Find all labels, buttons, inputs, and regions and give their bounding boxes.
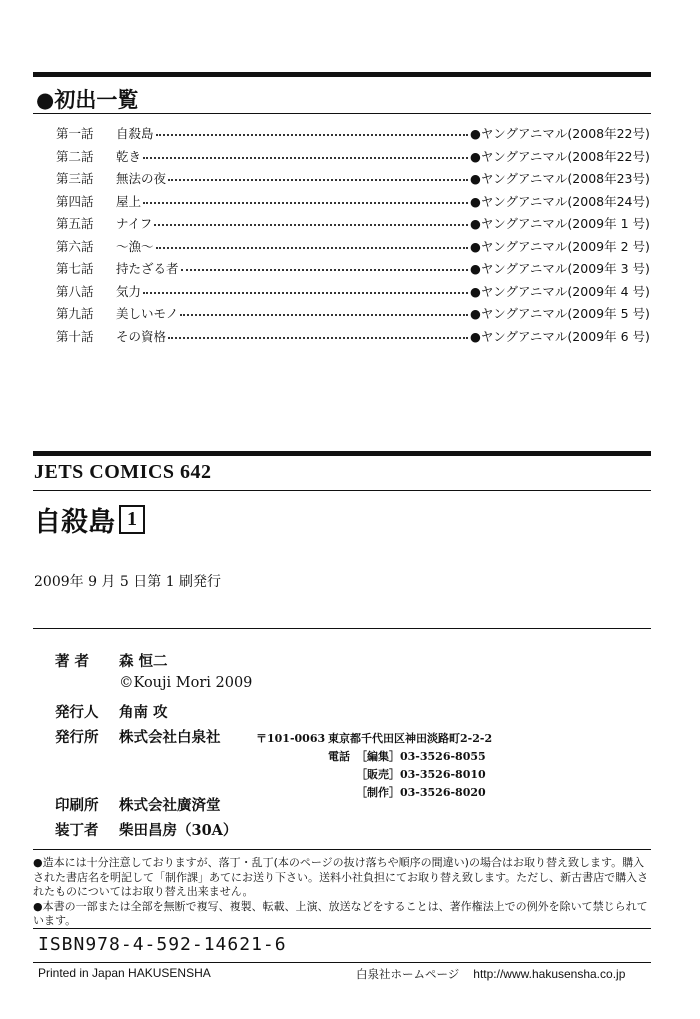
book-title — [34, 500, 145, 539]
designer-line — [55, 819, 237, 840]
phone-production — [356, 784, 486, 800]
author-label: 著 者 — [55, 653, 90, 670]
chapter-number: 第二話 — [56, 148, 94, 164]
isbn: ISBN978-4-592-14621-6 — [38, 934, 287, 955]
leader-dots — [180, 314, 468, 316]
colophon-rule-thin — [33, 490, 651, 491]
chapter-title: 気力 — [116, 283, 142, 299]
first-appearance-heading: ●初出一覧 — [36, 88, 139, 112]
chapter-list — [56, 122, 656, 347]
chapter-title: その資格 — [116, 328, 167, 344]
chapter-row — [56, 325, 656, 348]
chapter-source: ●ヤングアニマル(2008年22号) — [470, 126, 650, 142]
notice-copyright: ●本書の一部または全部を無断で複写、複製、転載、上演、放送などをすることは、著作権法上での例外を除いて禁じられています。 — [33, 899, 648, 927]
chapter-title: 無法の夜 — [116, 171, 167, 187]
notice-rule — [33, 849, 651, 850]
homepage — [356, 966, 625, 982]
chapter-source: ●ヤングアニマル(2009年 6 号) — [470, 328, 650, 344]
chapter-number: 第三話 — [56, 171, 94, 187]
publisher-address: 東京都千代田区神田淡路町2-2-2 — [328, 732, 493, 745]
legal-notice — [33, 856, 653, 929]
chapter-source: ●ヤングアニマル(2009年 2 号) — [470, 238, 650, 254]
designer-label: 装丁者 — [55, 822, 99, 839]
chapter-number: 第四話 — [56, 193, 94, 209]
book-title-text: 自殺島 — [34, 507, 115, 538]
chapter-number: 第一話 — [56, 126, 94, 142]
chapter-source: ●ヤングアニマル(2008年24号) — [470, 193, 650, 209]
publisher-label: 発行所 — [55, 729, 99, 746]
chapter-number: 第五話 — [56, 216, 94, 232]
phone-editorial — [356, 748, 486, 764]
leader-dots — [143, 202, 468, 204]
leader-dots — [168, 179, 468, 181]
leader-dots — [168, 337, 468, 339]
chapter-number: 第十話 — [56, 328, 94, 344]
homepage-label: 白泉社ホームページ — [356, 967, 460, 981]
chapter-row — [56, 167, 656, 190]
chapter-row — [56, 302, 656, 325]
chapter-title: 美しいモノ — [116, 306, 179, 322]
leader-dots — [154, 224, 468, 226]
notice-replacement: ●造本には十分注意しておりますが、落丁・乱丁(本のページの抜け落ちや順序の間違い)の場合はお取り替え致します。購入された書店名を明記して「制作課」あてにお送り下さい。送料小社負担にてお取り替え致します。ただし、新古書店で購入されたものについてはお取り替え出来ません。 — [33, 856, 649, 898]
publisher-name: 株式会社白泉社 — [119, 729, 221, 746]
chapter-number: 第七話 — [56, 261, 94, 277]
chapter-row — [56, 212, 656, 235]
phone-number: 03-3526-8010 — [400, 768, 486, 781]
printed-in: Printed in Japan HAKUSENSHA — [38, 966, 211, 980]
phone-dept: ［制作］ — [356, 786, 400, 799]
leader-dots — [143, 157, 468, 159]
publisher-line — [55, 726, 221, 747]
printer-line — [55, 794, 221, 815]
chapter-title: ナイフ — [116, 216, 153, 232]
leader-dots — [181, 269, 468, 271]
leader-dots — [156, 134, 468, 136]
isbn-rule-bottom — [33, 962, 651, 963]
publisher-person-name: 角南 攻 — [119, 704, 168, 721]
phone-prefix: 電話 — [328, 750, 350, 763]
chapter-title: 持たざる者 — [116, 261, 179, 277]
publication-date: 2009年 9 月 5 日第 1 刷発行 — [34, 574, 222, 590]
chapter-source: ●ヤングアニマル(2009年 5 号) — [470, 306, 650, 322]
chapter-source: ●ヤングアニマル(2008年22号) — [470, 148, 650, 164]
author-line — [55, 650, 168, 671]
chapter-row — [56, 122, 656, 145]
top-rule-thick — [33, 72, 651, 77]
chapter-row — [56, 257, 656, 280]
printer-label: 印刷所 — [55, 797, 99, 814]
postal-code: 〒101-0063 — [256, 732, 326, 745]
chapter-number: 第九話 — [56, 306, 94, 322]
homepage-url[interactable]: http://www.hakusensha.co.jp — [473, 967, 626, 981]
chapter-title: ～漁～ — [116, 238, 154, 254]
chapter-number: 第六話 — [56, 238, 94, 254]
publisher-person-label: 発行人 — [55, 704, 99, 721]
copyright-line: ©Kouji Mori 2009 — [119, 675, 253, 691]
phone-sales — [356, 766, 486, 782]
phone-number: 03-3526-8055 — [400, 750, 486, 763]
phone-dept: ［編集］ — [356, 750, 400, 763]
chapter-source: ●ヤングアニマル(2009年 4 号) — [470, 283, 650, 299]
chapter-source: ●ヤングアニマル(2008年23号) — [470, 171, 650, 187]
chapter-title: 自殺島 — [116, 126, 154, 142]
credits-rule — [33, 628, 651, 629]
phone-dept: ［販売］ — [356, 768, 400, 781]
chapter-number: 第八話 — [56, 283, 94, 299]
chapter-row — [56, 280, 656, 303]
chapter-source: ●ヤングアニマル(2009年 3 号) — [470, 261, 650, 277]
chapter-title: 乾き — [116, 148, 142, 164]
leader-dots — [143, 292, 468, 294]
isbn-rule-top — [33, 928, 651, 929]
publisher-person-line — [55, 701, 168, 722]
series-label: JETS COMICS 642 — [34, 461, 212, 483]
designer-name: 柴田昌房（30A） — [119, 822, 238, 839]
volume-number: 1 — [119, 505, 145, 534]
chapter-row — [56, 235, 656, 258]
chapter-source: ●ヤングアニマル(2009年 1 号) — [470, 216, 650, 232]
phone-number: 03-3526-8020 — [400, 786, 486, 799]
chapter-row — [56, 190, 656, 213]
chapter-title: 屋上 — [116, 193, 142, 209]
printer-name: 株式会社廣済堂 — [119, 797, 221, 814]
author-name: 森 恒二 — [119, 653, 168, 670]
chapter-row — [56, 145, 656, 168]
leader-dots — [156, 247, 468, 249]
colophon-rule-thick — [33, 451, 651, 456]
